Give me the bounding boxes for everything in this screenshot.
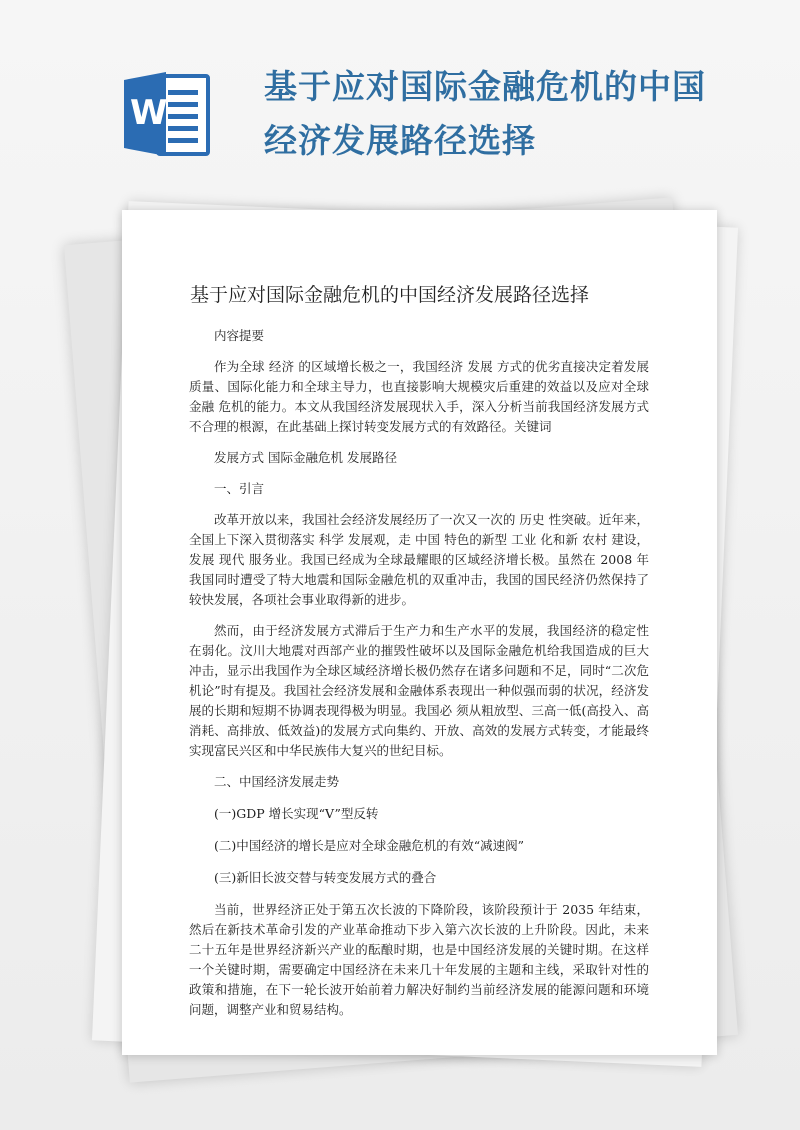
header-title-line-1: 基于应对国际金融危机的中国 xyxy=(264,67,706,106)
document-body xyxy=(189,326,649,1031)
document-paragraph: 作为全球 经济 的区域增长极之一，我国经济 发展 方式的优劣直接决定着发展质量、国际化能力和全球主导力，也直接影响大规模灾后重建的效益以及应对全球 金融 危机的能力。本文从我国经济发展现状入手，深入分析当前我国经济发展方式不合理的根源，在此基础上探讨转变发展方式的有效路径。关键词 xyxy=(189,359,649,434)
document-paragraph: 发展方式 国际金融危机 发展路径 xyxy=(214,450,397,465)
document-paragraph: (一)GDP 增长实现“V”型反转 xyxy=(214,806,379,821)
document-paragraph: (三)新旧长波交替与转变发展方式的叠合 xyxy=(214,870,437,885)
word-document-icon xyxy=(120,66,216,162)
document-page xyxy=(122,210,717,1055)
svg-text:W: W xyxy=(130,93,168,133)
document-title: 基于应对国际金融危机的中国经济发展路径选择 xyxy=(190,284,590,306)
document-paragraph: 当前，世界经济正处于第五次长波的下降阶段，该阶段预计于 2035 年结束，然后在新技术革命引发的产业革命推动下步入第六次长波的上升阶段。因此，未来二十五年是世界经济新兴产业的酝酿时期，也是中国经济发展的关键时期。在这样一个关键时期，需要确定中国经济在未来几十年发展的主题和主线，采取针对性的政策和措施，在下一轮长波开始前着力解决好制约当前经济发展的能源问题和环境问题，调整产业和贸易结构。 xyxy=(189,902,649,1017)
document-paragraph: 改革开放以来，我国社会经济发展经历了一次又一次的 历史 性突破。近年来，全国上下深入贯彻落实 科学 发展观，走 中国 特色的新型 工业 化和新 农村 建设，发展 现代 服务业。我国已经成为全球最耀眼的区域经济增长极。虽然在 2008 年我国同时遭受了特大地震和国际金融危机的双重冲击，我国的国民经济仍然保持了较快发展，各项社会事业取得新的进步。 xyxy=(189,512,649,607)
header-title xyxy=(264,60,734,168)
document-paragraph: (二)中国经济的增长是应对全球金融危机的有效“减速阀” xyxy=(214,838,525,853)
document-paragraph: 二、中国经济发展走势 xyxy=(214,774,340,789)
header-title-line-2: 经济发展路径选择 xyxy=(264,121,536,160)
document-paragraph: 内容提要 xyxy=(214,328,265,343)
document-paragraph: 一、引言 xyxy=(214,481,265,496)
document-paragraph: 然而，由于经济发展方式滞后于生产力和生产水平的发展，我国经济的稳定性在弱化。汶川大地震对西部产业的摧毁性破坏以及国际金融危机给我国造成的巨大冲击，显示出我国作为全球区域经济增长极仍然存在诸多问题和不足，同时“二次危机论”时有提及。我国社会经济发展和金融体系表现出一种似强而弱的状况，经济发展的长期和短期不协调表现得极为明显。我国必 须从粗放型、三高一低(高投入、高消耗、高排放、低效益)的发展方式向集约、开放、高效的发展方式转变，才能最终实现富民兴区和中华民族伟大复兴的世纪目标。 xyxy=(189,623,649,758)
